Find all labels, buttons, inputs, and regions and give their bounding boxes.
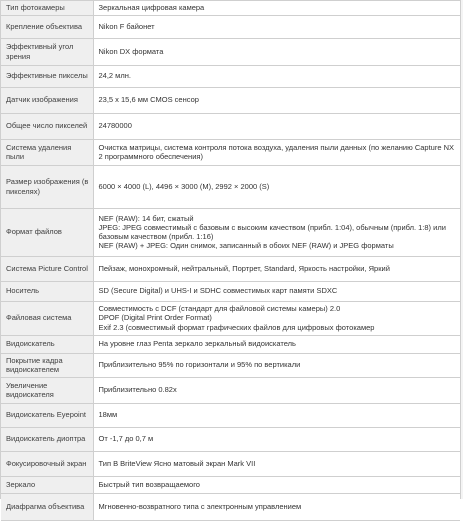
spec-value: [93, 208, 460, 256]
spec-row: [1, 65, 460, 87]
spec-value: [93, 377, 460, 403]
spec-value: [93, 113, 460, 139]
spec-label: Файловая система: [1, 301, 93, 335]
spec-row: [1, 451, 460, 476]
spec-row: [1, 301, 460, 335]
spec-label: Датчик изображения: [1, 87, 93, 113]
spec-row: [1, 353, 460, 377]
spec-label: Зеркало: [1, 476, 93, 493]
spec-row: [1, 335, 460, 353]
spec-value-line: Exif 2.3 (совместимый формат графических файлов для цифровых фотокамер: [98, 322, 375, 332]
spec-label: Система удаления пыли: [1, 139, 93, 165]
spec-row: [1, 113, 460, 139]
spec-value-line: Приблизительно 0.82x: [98, 385, 177, 395]
spec-value: [93, 281, 460, 301]
spec-row: [1, 15, 460, 38]
spec-label: Система Picture Control: [1, 256, 93, 281]
spec-label: Покрытие кадра видоискателем: [1, 353, 93, 377]
spec-value-line: 23,5 x 15,6 мм CMOS сенсор: [98, 95, 199, 105]
spec-value-line: Тип B BriteView Ясно матовый экран Mark VII: [98, 458, 256, 468]
spec-row: [1, 38, 460, 65]
spec-row: [1, 87, 460, 113]
spec-row: [1, 476, 460, 493]
spec-value: [93, 476, 460, 493]
spec-value: [93, 353, 460, 377]
spec-label: Крепление объектива: [1, 15, 93, 38]
spec-row: [1, 208, 460, 256]
spec-value: [93, 427, 460, 451]
spec-value-line: DPOF (Digital Print Order Format): [98, 313, 212, 323]
spec-label: Диафрагма объектива: [1, 493, 93, 520]
spec-value-line: На уровне глаз Penta зеркало зеркальный видоискатель: [98, 339, 296, 349]
spec-value-line: 6000 × 4000 (L), 4496 × 3000 (M), 2992 × 2000 (S): [98, 181, 270, 191]
spec-row: [1, 281, 460, 301]
spec-label: Эффективный угол зрения: [1, 38, 93, 65]
spec-label: Общее число пикселей: [1, 113, 93, 139]
spec-label: Носитель: [1, 281, 93, 301]
spec-label: Тип фотокамеры: [1, 1, 93, 15]
spec-label: Видоискатель: [1, 335, 93, 353]
spec-value: [93, 87, 460, 113]
spec-label: Размер изображения (в пикселях): [1, 165, 93, 208]
spec-value-line: SD (Secure Digital) и UHS-I и SDHC совместимых карт памяти SDXC: [98, 286, 338, 296]
spec-value: [93, 256, 460, 281]
spec-value-line: Зеркальная цифровая камера: [98, 3, 205, 13]
spec-label: Видоискатель Eyepoint: [1, 403, 93, 427]
spec-value-line: Очистка матрицы, система контроля потока воздуха, удаления пыли данных (по желанию Capture NX 2 программного обеспечения): [98, 142, 454, 161]
spec-value-line: 24780000: [98, 121, 132, 131]
spec-row: [1, 427, 460, 451]
spec-value-line: Nikon DX формата: [98, 46, 164, 56]
spec-value-line: Мгновенно-возвратного типа с электронным управлением: [98, 501, 302, 511]
spec-row: [1, 1, 460, 15]
spec-value-line: 24,2 млн.: [98, 71, 131, 81]
spec-value: [93, 1, 460, 15]
spec-value-line: Nikon F байонет: [98, 21, 155, 31]
spec-row: [1, 493, 460, 520]
spec-value-line: Приблизительно 95% по горизонтали и 95% по вертикали: [98, 360, 301, 370]
spec-label: Видоискатель диоптра: [1, 427, 93, 451]
spec-value-line: Пейзаж, монохромный, нейтральный, Портрет, Standard, Яркость настройки, Яркий: [98, 263, 390, 273]
spec-value: [93, 403, 460, 427]
spec-value-line: NEF (RAW) + JPEG: Один снимок, записанный в обоих NEF (RAW) и JPEG форматы: [98, 241, 394, 251]
spec-value-line: Совместимость с DCF (стандарт для файловой системы камеры) 2.0: [98, 304, 341, 314]
spec-label: Фокусировочный экран: [1, 451, 93, 476]
spec-value: [93, 451, 460, 476]
spec-value: [93, 493, 460, 520]
spec-value-line: NEF (RAW): 14 бит, сжатый: [98, 213, 194, 223]
specs-table: [1, 1, 460, 521]
spec-row: [1, 256, 460, 281]
spec-label: Эффективные пикселы: [1, 65, 93, 87]
spec-value: [93, 65, 460, 87]
spec-value: [93, 165, 460, 208]
spec-row: [1, 377, 460, 403]
spec-label: Формат файлов: [1, 208, 93, 256]
spec-value: [93, 139, 460, 165]
spec-value-line: 18мм: [98, 410, 118, 420]
spec-value: [93, 335, 460, 353]
specs-table-body: [1, 1, 460, 520]
spec-row: [1, 139, 460, 165]
spec-label: Увеличение видоискателя: [1, 377, 93, 403]
spec-value: [93, 301, 460, 335]
spec-value: [93, 38, 460, 65]
spec-row: [1, 403, 460, 427]
spec-row: [1, 165, 460, 208]
spec-value-line: От -1,7 до 0,7 м: [98, 434, 154, 444]
spec-value: [93, 15, 460, 38]
spec-value-line: Быстрый тип возвращаемого: [98, 479, 200, 489]
spec-value-line: JPEG: JPEG совместимый с базовым с высоким качеством (прибл. 1:04), обычным (прибл. 1:8) или базовым качеством (прибл. 1:16): [98, 222, 446, 241]
